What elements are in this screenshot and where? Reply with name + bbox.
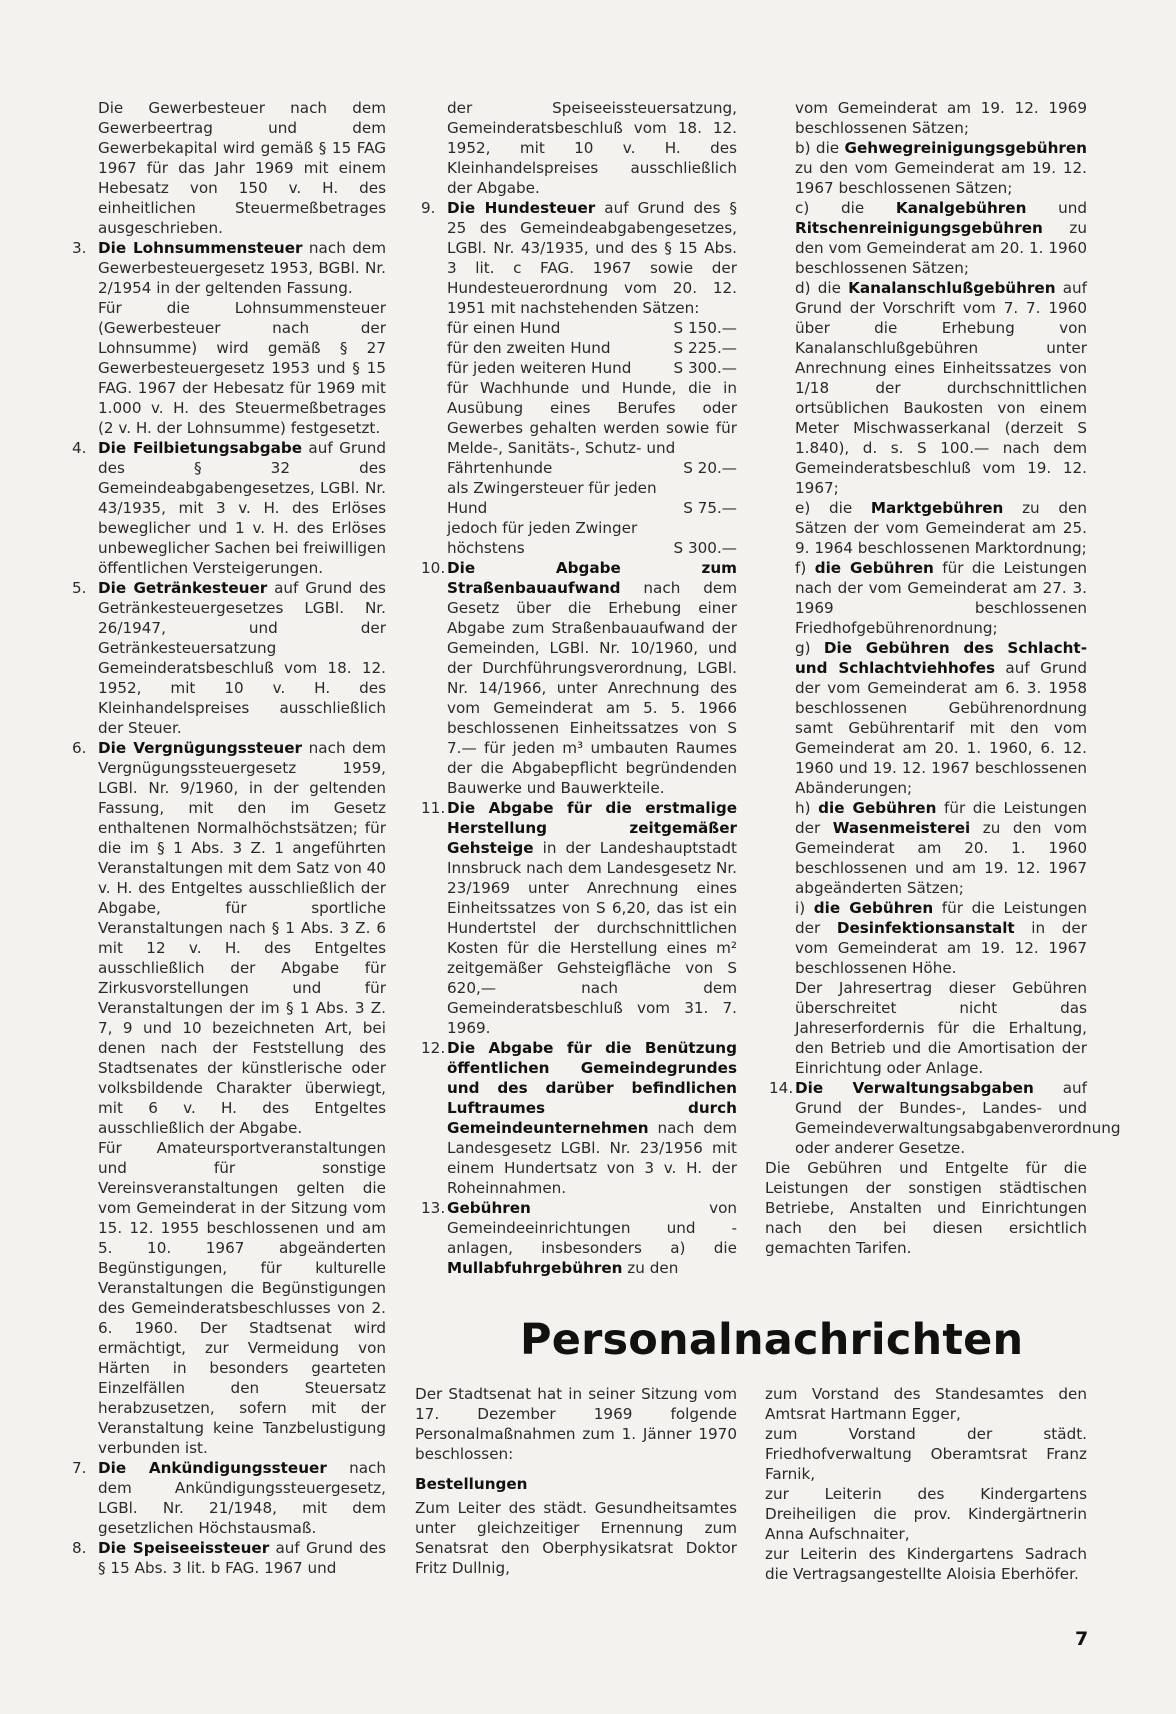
sub-title: die Gebühren [813,899,934,917]
sub-prefix: i) [795,899,814,917]
sub-text: auf Grund der vom Gemeinderat am 6. 3. 1958 beschlossenen Gebührenordnung samt Gebührentarif mit den vom Gemeinderat am 20. 1. 1960, 6. 12. 1960 und 19. 12. 1967 beschlossenen Abänderungen; [795,659,1088,797]
item-title: Die Feilbietungsabgabe [98,439,303,457]
sub-item-h [795,798,1087,898]
fee-amount: S 225.— [673,339,737,357]
fee-row [447,538,737,558]
sub-text: auf Grund der Vorschrift vom 7. 7. 1960 über die Erhebung von Kanalanschlußgebühren unter Anrechnung eines Einheitssatzes von 1/18 der durchschnittlichen ortsüblichen Baukosten von einem Meter Mischwasserkanal (derzeit S 1.840), d. s. S 100.— nach dem Gemeinderatsbeschluß vom 19. 12. 1967; [795,279,1087,497]
fee-row [447,338,737,358]
item-text: nach dem Landesgesetz LGBl. Nr. 23/1956 mit einem Hundertsatz von 3 v. H. der Roheinnahmen. [447,1119,737,1197]
sub-title: Wasenmeisterei [832,819,971,837]
sub-title: Kanalanschlußgebühren [848,279,1056,297]
item-title: Gebühren [447,1199,531,1217]
item-number: 14. [769,1079,794,1097]
item-text: nach dem Vergnügungssteuergesetz 1959, LGBl. Nr. 9/1960, in der geltenden Fassung, mit den im Gesetz enthaltenen Normalhöchstsätzen; für die im § 1 Abs. 3 Z. 1 angeführten Veranstaltungen mit dem Satz von 40 v. H. des Entgeltes ausschließlich der Abgabe, für sportliche Veranstaltungen nach § 1 Abs. 3 Z. 6 mit 12 v. H. des Entgeltes ausschließlich der Abgabe für Zirkusvorstellungen und für Veranstaltungen der im § 1 Abs. 3 Z. 7, 9 und 10 bezeichneten Art, bei denen nach der Feststellung des Stadtsenates der künstlerische oder volksbildende Charakter überwiegt, mit 6 v. H. des Entgeltes ausschließlich der Abgabe. [98,739,386,1137]
sub-item-d [795,278,1087,498]
gewerbesteuer-paragraph: Die Gewerbesteuer nach dem Gewerbeertrag und dem Gewerbekapital wird gemäß § 15 FAG 1967 für das Jahr 1969 mit einem Hebesatz von 150 v. H. des einheitlichen Steuermeßbetrages ausgeschrieben. [98,99,386,237]
sub-prefix: e) die [795,499,871,517]
sub-item-f [795,558,1087,638]
fee-label: Fährtenhunde [447,459,553,477]
item-title: Die Getränkesteuer [98,579,268,597]
item-title: Die Vergnügungssteuer [98,739,303,757]
page-number: 7 [1075,1628,1089,1650]
sub-item-i [795,898,1087,978]
item-6 [72,738,386,1458]
sub-title: Marktgebühren [870,499,1004,517]
sub-text: zu den Sätzen der vom Gemeinderat am 25. 9. 1964 beschlossenen Marktordnung; [795,499,1087,557]
fee-amount: S 300.— [673,539,737,557]
item-4 [72,438,386,578]
item-number: 5. [72,579,87,597]
sub-prefix: g) [795,639,824,657]
sub-text: für die Leistungen der [795,899,1088,937]
item-title: Die Abgabe für die Benützung öffentlichen Gemeindegrundes und des darüber befindlichen Luftraumes durch Gemeindeunternehmen [447,1039,737,1137]
item-8 [72,1538,386,1578]
fee-label: für den zweiten Hund [447,339,611,357]
fee-amount: S 300.— [673,359,737,377]
item-text: in der Landeshauptstadt Innsbruck nach dem Landesgesetz Nr. 23/1969 unter Anrechnung eines Einheitssatzes von S 6,20, das ist ein Hundertstel der durchschnittlichen Kosten für die Herstellung eines m² zeitgemäßer Gehsteigfläche von S 620,— nach dem Gemeinderatsbeschluß vom 31. 7. 1969. [447,839,737,1037]
sub-title: Ritschenreinigungsgebühren [795,219,1043,237]
item-number: 8. [72,1539,87,1557]
sub-prefix: b) die [795,139,845,157]
sub-item-c [795,198,1087,278]
item-number: 3. [72,239,87,257]
sub-title: Gehwegreinigungsgebühren [844,139,1087,157]
fee-row [447,458,737,478]
personal-entry: zum Vorstand des Standesamtes den Amtsrat Hartmann Egger, [765,1385,1087,1423]
item-text: auf Grund der Bundes-, Landes- und Gemeindeverwaltungsabgabenverordnung oder anderer Gesetze. [795,1079,1121,1157]
fee-description: für Wachhunde und Hunde, die in Ausübung eines Berufes oder Gewerbes gehalten werden sowie für Melde-, Sanitäts-, Schutz- und [447,379,737,457]
personal-intro: Der Stadtsenat hat in seiner Sitzung vom 17. Dezember 1969 folgende Personalmaßnahmen zum 1. Jänner 1970 beschlossen: [415,1385,737,1463]
fee-label: höchstens [447,539,525,557]
item-title: Die Abgabe zum Straßenbauaufwand [447,559,737,597]
item-13 [421,1198,737,1278]
item-number: 6. [72,739,87,757]
sub-title: Die Gebühren des Schlacht- und Schlachtviehhofes [795,639,1087,677]
item-title-secondary: Mullabfuhrgebühren [447,1259,623,1277]
column-2 [421,98,737,1278]
item-number: 12. [421,1039,446,1057]
fee-label: für einen Hund [447,319,561,337]
jahresertrag-paragraph: Der Jahresertrag dieser Gebühren überschreitet nicht das Jahreserfordernis für die Erhaltung, den Betrieb und die Amortisation der Einrichtung oder Anlage. [795,979,1087,1077]
sub-title: Desinfektionsanstalt [836,919,1015,937]
sub-prefix: d) die [795,279,849,297]
personal-entry: Zum Leiter des städt. Gesundheitsamtes unter gleichzeitiger Ernennung zum Senatsrat den Oberphysikatsrat Doktor Fritz Dullnig, [415,1499,737,1577]
item-number: 4. [72,439,87,457]
fee-label: Hund [447,499,488,517]
item-text: auf Grund des § 32 des Gemeindeabgabengesetzes, LGBl. Nr. 43/1935, mit 3 v. H. des Erlöses beweglicher und 1 v. H. des Erlöses unbeweglicher Sachen bei freiwilligen öffentlichen Versteigerungen. [98,439,386,577]
sub-item-b [795,138,1087,198]
personal-entry: zur Leiterin des Kindergartens Dreiheiligen die prov. Kindergärtnerin Anna Aufschnaiter, [765,1485,1087,1543]
sub-item-e [795,498,1087,558]
item-title: Die Lohnsummensteuer [98,239,303,257]
item-extra: Für die Lohnsummensteuer (Gewerbesteuer nach der Lohnsumme) wird gemäß § 27 Gewerbesteuergesetz 1953 und § 15 FAG. 1967 der Hebesatz für 1969 mit 1.000 v. H. des Steuermeßbetrages (2 v. H. der Lohnsumme) festgesetzt. [98,299,386,437]
fee-amount: S 150.— [673,319,737,337]
section-heading: Personalnachrichten [520,1315,1024,1365]
muellabfuhr-continuation: vom Gemeinderat am 19. 12. 1969 beschlossenen Sätzen; [795,99,1087,137]
subheading: Bestellungen [415,1475,528,1493]
item-number: 13. [421,1199,446,1217]
item-title: Die Verwaltungsabgaben [795,1079,1034,1097]
item-text: nach dem Ankündigungssteuergesetz, LGBl. Nr. 21/1948, mit dem gesetzlichen Höchstausmaß. [98,1459,386,1537]
sub-text: für die Leistungen der [795,799,1088,837]
item-text: auf Grund des § 15 Abs. 3 lit. b FAG. 1967 und [98,1539,386,1577]
item-number: 11. [421,799,446,817]
sub-title: die Gebühren [818,799,937,817]
item-12 [421,1038,737,1198]
personal-column-1 [415,1384,737,1578]
personal-entry: zum Vorstand der städt. Friedhofverwaltung Oberamtsrat Franz Farnik, [765,1425,1087,1483]
item-7 [72,1458,386,1538]
item-extra: Für Amateursportveranstaltungen und für sonstige Vereinsveranstaltungen gelten die vom Gemeinderat in der Sitzung vom 15. 12. 1955 beschlossenen und am 5. 10. 1967 abgeänderten Begünstigungen, für kulturelle Veranstaltungen die Begünstigungen des Gemeinderatsbeschlusses von 2. 6. 1960. Der Stadtsenat wird ermächtigt, zur Vermeidung von Härten in besonders gearteten Einzelfällen den Steuersatz herabzusetzen, sofern mit der Veranstaltung keine Tanzbelustigung verbunden ist. [98,1139,386,1457]
sub-text: zu den vom Gemeinderat am 20. 1. 1960 beschlossenen und am 19. 12. 1967 abgeänderten Sätzen; [795,819,1087,897]
sub-prefix: h) [795,799,819,817]
sub-title: die Gebühren [814,559,934,577]
item-text: nach dem Gewerbesteuergesetz 1953, BGBl. Nr. 2/1954 in der geltenden Fassung. [98,239,386,297]
item-text: auf Grund des § 25 des Gemeindeabgabengesetzes, LGBl. Nr. 43/1935, und des § 15 Abs. 3 lit. c FAG. 1967 sowie der Hundesteuerordnung vom 20. 12. 1951 mit nachstehenden Sätzen: [447,199,737,317]
speiseeis-continuation: der Speiseeissteuersatzung, Gemeinderatsbeschluß vom 18. 12. 1952, mit 10 v. H. des Kleinhandelspreises ausschließlich der Abgabe. [447,99,737,197]
fee-amount: S 75.— [683,499,737,517]
sub-text: und [1026,199,1087,217]
fee-description: als Zwingersteuer für jeden [447,479,657,497]
personal-column-2 [765,1384,1087,1584]
sub-prefix: f) [795,559,815,577]
closing-paragraph: Die Gebühren und Entgelte für die Leistungen der sonstigen städtischen Betriebe, Anstalten und Einrichtungen nach den bei diesen ersichtlich gemachten Tarifen. [765,1159,1087,1257]
fee-row [447,498,737,518]
item-title: Die Abgabe für die erstmalige Herstellung zeitgemäßer Gehsteige [447,799,737,857]
item-title: Die Hundesteuer [447,199,596,217]
sub-prefix: c) die [795,199,896,217]
fee-description: jedoch für jeden Zwinger [447,519,638,537]
item-number: 7. [72,1459,87,1477]
item-title: Die Ankündigungssteuer [98,1459,327,1477]
item-text-secondary: zu den [622,1259,679,1277]
item-text: von Gemeindeeinrichtungen und -anlagen, insbesonders a) die [447,1199,737,1257]
item-10 [421,558,737,798]
item-number: 10. [421,559,446,577]
fee-row [447,358,737,378]
fee-amount: S 20.— [683,459,737,477]
item-5 [72,578,386,738]
sub-text: für die Leistungen nach der vom Gemeinderat am 27. 3. 1969 beschlossenen Friedhofgebührenordnung; [795,559,1087,637]
sub-item-g [795,638,1087,798]
fee-label: für jeden weiteren Hund [447,359,632,377]
fee-row [447,318,737,338]
sub-title: Kanalgebühren [895,199,1027,217]
item-11 [421,798,737,1038]
item-14 [769,1078,1121,1158]
item-text: nach dem Gesetz über die Erhebung einer Abgabe zum Straßenbauaufwand der Gemeinden, LGBl. Nr. 10/1960, und der Durchführungsverordnung, LGBl. Nr. 14/1966, unter Anrechnung des vom Gemeinderat am 5. 5. 1966 beschlossenen Einheitssatzes von S 7.— für jeden m³ umbauten Raumes der die Abgabepflicht begründenden Bauwerke und Bauwerkteile. [447,579,737,797]
sub-text: zu den vom Gemeinderat am 19. 12. 1967 beschlossenen Sätzen; [795,159,1087,197]
item-text: auf Grund des Getränkesteuergesetzes LGBl. Nr. 26/1947, und der Getränkesteuersatzung Gemeinderatsbeschluß vom 18. 12. 1952, mit 10 v. H. des Kleinhandelspreises ausschließlich der Steuer. [98,579,386,737]
sub-text: zu den vom Gemeinderat am 20. 1. 1960 beschlossenen Sätzen; [795,219,1087,277]
column-3 [765,98,1121,1258]
item-9 [421,198,737,558]
item-title: Die Speiseeissteuer [98,1539,270,1557]
personal-entry: zur Leiterin des Kindergartens Sadrach die Vertragsangestellte Aloisia Eberhöfer. [765,1545,1087,1583]
item-number: 9. [421,199,436,217]
item-3 [72,238,386,438]
sub-text: in der vom Gemeinderat am 19. 12. 1967 beschlossenen Höhe. [795,919,1087,977]
column-1 [72,98,386,1578]
